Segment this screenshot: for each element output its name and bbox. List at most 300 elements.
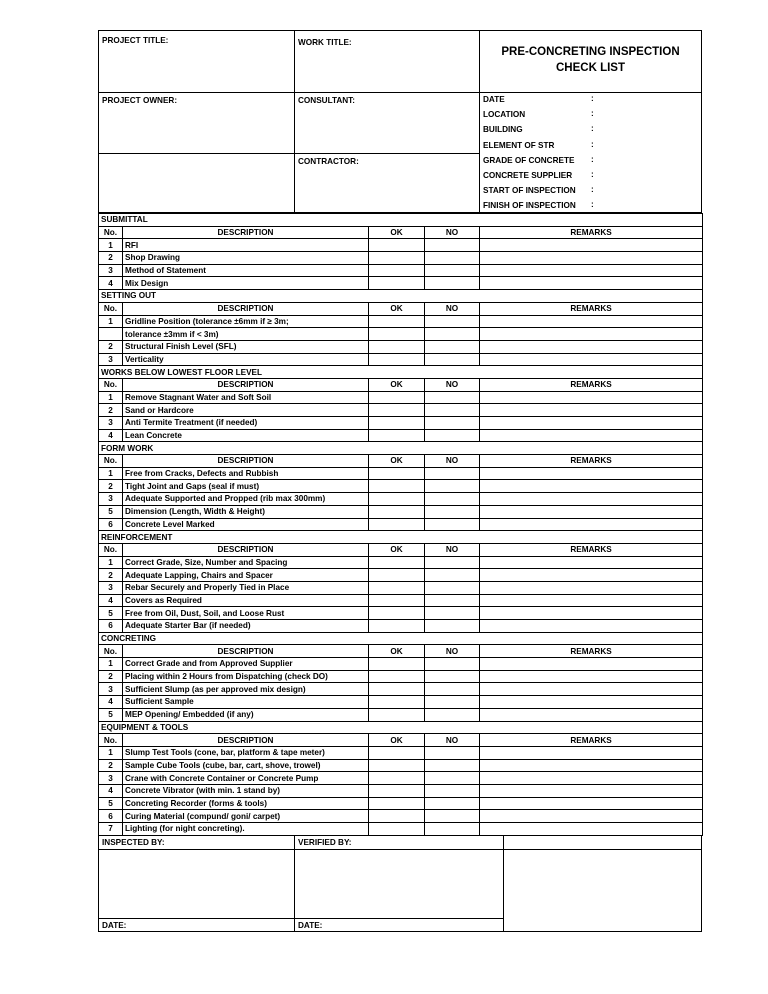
ok-check-cell[interactable] <box>369 772 425 785</box>
info-field-row <box>481 123 699 138</box>
item-number: 2 <box>99 670 123 683</box>
ok-check-cell[interactable] <box>369 784 425 797</box>
checklist-row <box>99 315 703 328</box>
section-title: CONCRETING <box>99 632 703 645</box>
remarks-cell[interactable] <box>480 353 703 366</box>
col-no-header: No. <box>99 734 123 747</box>
col-no-check-header: NO <box>425 543 480 556</box>
col-remarks-header: REMARKS <box>480 226 703 239</box>
checklist-table <box>98 213 703 836</box>
checklist-row <box>99 823 703 836</box>
section-header-row <box>99 442 703 455</box>
column-header-row <box>99 734 703 747</box>
column-header-row <box>99 378 703 391</box>
col-ok-header: OK <box>369 734 425 747</box>
item-number: 5 <box>99 607 123 620</box>
checklist-row <box>99 404 703 417</box>
no-check-cell[interactable] <box>425 797 480 810</box>
item-number: 5 <box>99 505 123 518</box>
ok-check-cell[interactable] <box>369 607 425 620</box>
remarks-cell[interactable] <box>480 480 703 493</box>
remarks-cell[interactable] <box>480 683 703 696</box>
item-number: 2 <box>99 759 123 772</box>
section-header-row <box>99 290 703 303</box>
section-header-row <box>99 632 703 645</box>
no-check-cell[interactable] <box>425 239 480 252</box>
ok-check-cell[interactable] <box>369 404 425 417</box>
info-field-row <box>481 199 699 214</box>
remarks-cell[interactable] <box>480 772 703 785</box>
checklist-row <box>99 505 703 518</box>
ok-check-cell[interactable] <box>369 658 425 671</box>
consultant-label: CONSULTANT: <box>298 96 355 105</box>
checklist-row <box>99 620 703 633</box>
no-check-cell[interactable] <box>425 252 480 265</box>
remarks-cell[interactable] <box>480 746 703 759</box>
checklist-row <box>99 353 703 366</box>
item-number: 3 <box>99 772 123 785</box>
col-ok-header: OK <box>369 226 425 239</box>
project-owner-label: PROJECT OWNER: <box>102 96 178 105</box>
item-number: 6 <box>99 620 123 633</box>
remarks-cell[interactable] <box>480 823 703 836</box>
item-number: 3 <box>99 493 123 506</box>
item-number: 6 <box>99 518 123 531</box>
no-check-cell[interactable] <box>425 353 480 366</box>
ok-check-cell[interactable] <box>369 480 425 493</box>
checklist-row <box>99 670 703 683</box>
remarks-cell[interactable] <box>480 670 703 683</box>
column-header-row <box>99 543 703 556</box>
checklist-row <box>99 759 703 772</box>
info-field-row <box>481 184 699 199</box>
col-no-check-header: NO <box>425 734 480 747</box>
no-check-cell[interactable] <box>425 784 480 797</box>
ok-check-cell[interactable] <box>369 505 425 518</box>
remarks-cell[interactable] <box>480 784 703 797</box>
item-number: 3 <box>99 264 123 277</box>
checklist-row <box>99 480 703 493</box>
remarks-cell[interactable] <box>480 569 703 582</box>
section-title: REINFORCEMENT <box>99 531 703 544</box>
checklist-row <box>99 658 703 671</box>
section-header-row <box>99 214 703 227</box>
ok-check-cell[interactable] <box>369 594 425 607</box>
item-description: Mix Design <box>123 277 369 290</box>
col-no-check-header: NO <box>425 645 480 658</box>
no-check-cell[interactable] <box>425 429 480 442</box>
col-no-header: No. <box>99 455 123 468</box>
checklist-row <box>99 810 703 823</box>
project-title-label: PROJECT TITLE: <box>102 36 169 45</box>
checklist-row <box>99 252 703 265</box>
remarks-cell[interactable] <box>480 810 703 823</box>
section-title: EQUIPMENT & TOOLS <box>99 721 703 734</box>
no-check-cell[interactable] <box>425 518 480 531</box>
no-check-cell[interactable] <box>425 683 480 696</box>
info-field-list <box>481 93 699 215</box>
remarks-cell[interactable] <box>480 264 703 277</box>
no-check-cell[interactable] <box>425 264 480 277</box>
no-check-cell[interactable] <box>425 569 480 582</box>
no-check-cell[interactable] <box>425 810 480 823</box>
checklist-sheet <box>98 30 702 932</box>
info-field-separator: : <box>591 154 594 164</box>
checklist-row <box>99 708 703 721</box>
info-field-separator: : <box>591 94 594 103</box>
ok-check-cell[interactable] <box>369 391 425 404</box>
col-remarks-header: REMARKS <box>480 645 703 658</box>
no-check-cell[interactable] <box>425 708 480 721</box>
checklist-row <box>99 569 703 582</box>
item-description: Adequate Supported and Propped (rib max 300mm) <box>123 493 369 506</box>
ok-check-cell[interactable] <box>369 569 425 582</box>
item-description: Crane with Concrete Container or Concrete Pump <box>123 772 369 785</box>
checklist-row <box>99 784 703 797</box>
ok-check-cell[interactable] <box>369 696 425 709</box>
section-header-row <box>99 531 703 544</box>
item-number: 3 <box>99 683 123 696</box>
info-field-label: DATE <box>483 95 505 104</box>
verifier-date-label: DATE: <box>298 920 323 930</box>
item-number: 1 <box>99 239 123 252</box>
no-check-cell[interactable] <box>425 493 480 506</box>
ok-check-cell[interactable] <box>369 353 425 366</box>
item-number: 5 <box>99 708 123 721</box>
remarks-cell[interactable] <box>480 797 703 810</box>
item-description: Concrete Vibrator (with min. 1 stand by) <box>123 784 369 797</box>
item-description: Rebar Securely and Properly Tied in Place <box>123 581 369 594</box>
info-field-separator: : <box>591 200 594 210</box>
ok-check-cell[interactable] <box>369 252 425 265</box>
checklist-row-continuation <box>99 328 703 341</box>
ok-check-cell[interactable] <box>369 518 425 531</box>
col-no-check-header: NO <box>425 226 480 239</box>
item-number: 4 <box>99 277 123 290</box>
item-description: Method of Statement <box>123 264 369 277</box>
remarks-cell[interactable] <box>480 417 703 430</box>
item-description: Sand or Hardcore <box>123 404 369 417</box>
ok-check-cell[interactable] <box>369 493 425 506</box>
item-number: 4 <box>99 594 123 607</box>
no-check-cell[interactable] <box>425 607 480 620</box>
item-description: Structural Finish Level (SFL) <box>123 340 369 353</box>
item-description: Curing Material (compund/ goni/ carpet) <box>123 810 369 823</box>
checklist-row <box>99 239 703 252</box>
checklist-row <box>99 264 703 277</box>
info-field-row <box>481 108 699 123</box>
header-block <box>98 30 702 213</box>
remarks-cell[interactable] <box>480 467 703 480</box>
ok-check-cell[interactable] <box>369 315 425 328</box>
ok-check-cell[interactable] <box>369 277 425 290</box>
info-field-row <box>481 154 699 169</box>
no-check-cell[interactable] <box>425 328 480 341</box>
checklist-row <box>99 556 703 569</box>
remarks-cell[interactable] <box>480 277 703 290</box>
item-description: Dimension (Length, Width & Height) <box>123 505 369 518</box>
item-description: Concrete Level Marked <box>123 518 369 531</box>
no-check-cell[interactable] <box>425 696 480 709</box>
column-header-row <box>99 302 703 315</box>
item-description: Slump Test Tools (cone, bar, platform & tape meter) <box>123 746 369 759</box>
item-number: 6 <box>99 810 123 823</box>
column-header-row <box>99 645 703 658</box>
col-no-header: No. <box>99 645 123 658</box>
inspected-by-label: INSPECTED BY: <box>102 837 165 847</box>
ok-check-cell[interactable] <box>369 670 425 683</box>
item-number: 7 <box>99 823 123 836</box>
col-description-header: DESCRIPTION <box>123 734 369 747</box>
remarks-cell[interactable] <box>480 658 703 671</box>
ok-check-cell[interactable] <box>369 581 425 594</box>
inspector-date-label: DATE: <box>102 920 127 930</box>
ok-check-cell[interactable] <box>369 467 425 480</box>
remarks-cell[interactable] <box>480 556 703 569</box>
checklist-row <box>99 607 703 620</box>
checklist-row <box>99 746 703 759</box>
info-field-separator: : <box>591 124 594 134</box>
no-check-cell[interactable] <box>425 823 480 836</box>
info-field-row <box>481 139 699 154</box>
no-check-cell[interactable] <box>425 417 480 430</box>
item-description: Free from Cracks, Defects and Rubbish <box>123 467 369 480</box>
col-remarks-header: REMARKS <box>480 378 703 391</box>
item-description: Tight Joint and Gaps (seal if must) <box>123 480 369 493</box>
remarks-cell[interactable] <box>480 429 703 442</box>
item-description: RFI <box>123 239 369 252</box>
col-description-header: DESCRIPTION <box>123 378 369 391</box>
item-description: MEP Opening/ Embedded (if any) <box>123 708 369 721</box>
remarks-cell[interactable] <box>480 708 703 721</box>
item-number: 1 <box>99 658 123 671</box>
no-check-cell[interactable] <box>425 467 480 480</box>
remarks-cell[interactable] <box>480 607 703 620</box>
no-check-cell[interactable] <box>425 746 480 759</box>
no-check-cell[interactable] <box>425 658 480 671</box>
col-no-header: No. <box>99 543 123 556</box>
remarks-cell[interactable] <box>480 759 703 772</box>
col-description-header: DESCRIPTION <box>123 226 369 239</box>
remarks-cell[interactable] <box>480 239 703 252</box>
checklist-row <box>99 594 703 607</box>
item-description: Sample Cube Tools (cube, bar, cart, shove, trowel) <box>123 759 369 772</box>
ok-check-cell[interactable] <box>369 810 425 823</box>
item-number: 4 <box>99 429 123 442</box>
item-description: Lean Concrete <box>123 429 369 442</box>
ok-check-cell[interactable] <box>369 683 425 696</box>
checklist-row <box>99 683 703 696</box>
item-description: Correct Grade, Size, Number and Spacing <box>123 556 369 569</box>
info-field-label: GRADE OF CONCRETE <box>483 155 575 165</box>
info-field-label: START OF INSPECTION <box>483 186 576 196</box>
remarks-cell[interactable] <box>480 493 703 506</box>
col-remarks-header: REMARKS <box>480 543 703 556</box>
ok-check-cell[interactable] <box>369 620 425 633</box>
item-number: 4 <box>99 696 123 709</box>
no-check-cell[interactable] <box>425 340 480 353</box>
info-field-label: ELEMENT OF STR <box>483 140 555 150</box>
section-header-row <box>99 721 703 734</box>
col-remarks-header: REMARKS <box>480 734 703 747</box>
info-field-row <box>481 169 699 184</box>
checklist-row <box>99 581 703 594</box>
info-field-row <box>481 93 699 108</box>
col-ok-header: OK <box>369 645 425 658</box>
item-number: 3 <box>99 581 123 594</box>
col-no-check-header: NO <box>425 455 480 468</box>
item-description: Covers as Required <box>123 594 369 607</box>
checklist-row <box>99 518 703 531</box>
info-field-separator: : <box>591 169 594 179</box>
item-description: Sufficient Slump (as per approved mix design) <box>123 683 369 696</box>
remarks-cell[interactable] <box>480 505 703 518</box>
remarks-cell[interactable] <box>480 594 703 607</box>
remarks-cell[interactable] <box>480 620 703 633</box>
ok-check-cell[interactable] <box>369 746 425 759</box>
no-check-cell[interactable] <box>425 480 480 493</box>
remarks-cell[interactable] <box>480 404 703 417</box>
no-check-cell[interactable] <box>425 759 480 772</box>
item-number: 1 <box>99 391 123 404</box>
no-check-cell[interactable] <box>425 315 480 328</box>
checklist-row <box>99 277 703 290</box>
info-field-label: CONCRETE SUPPLIER <box>483 170 573 180</box>
item-description: Adequate Lapping, Chairs and Spacer <box>123 569 369 582</box>
item-description: Remove Stagnant Water and Soft Soil <box>123 391 369 404</box>
item-number: 2 <box>99 340 123 353</box>
item-description: Lighting (for night concreting). <box>123 823 369 836</box>
col-no-check-header: NO <box>425 302 480 315</box>
info-field-separator: : <box>591 185 594 195</box>
no-check-cell[interactable] <box>425 772 480 785</box>
remarks-cell[interactable] <box>480 340 703 353</box>
item-number: 1 <box>99 746 123 759</box>
col-description-header: DESCRIPTION <box>123 302 369 315</box>
no-check-cell[interactable] <box>425 620 480 633</box>
info-field-separator: : <box>591 139 594 149</box>
remarks-cell[interactable] <box>480 518 703 531</box>
section-header-row <box>99 366 703 379</box>
no-check-cell[interactable] <box>425 581 480 594</box>
ok-check-cell[interactable] <box>369 823 425 836</box>
col-no-check-header: NO <box>425 378 480 391</box>
remarks-cell[interactable] <box>480 328 703 341</box>
item-description: Shop Drawing <box>123 252 369 265</box>
item-number: 1 <box>99 556 123 569</box>
ok-check-cell[interactable] <box>369 429 425 442</box>
remarks-cell[interactable] <box>480 696 703 709</box>
item-description: Anti Termite Treatment (if needed) <box>123 417 369 430</box>
item-description: Sufficient Sample <box>123 696 369 709</box>
item-number: 4 <box>99 784 123 797</box>
item-description: Concreting Recorder (forms & tools) <box>123 797 369 810</box>
col-ok-header: OK <box>369 455 425 468</box>
no-check-cell[interactable] <box>425 556 480 569</box>
col-ok-header: OK <box>369 543 425 556</box>
ok-check-cell[interactable] <box>369 708 425 721</box>
section-title: SETTING OUT <box>99 290 703 303</box>
checklist-row <box>99 696 703 709</box>
checklist-row <box>99 391 703 404</box>
section-title: WORKS BELOW LOWEST FLOOR LEVEL <box>99 366 703 379</box>
col-ok-header: OK <box>369 302 425 315</box>
item-number: 1 <box>99 467 123 480</box>
item-description: Verticality <box>123 353 369 366</box>
col-ok-header: OK <box>369 378 425 391</box>
remarks-cell[interactable] <box>480 252 703 265</box>
ok-check-cell[interactable] <box>369 797 425 810</box>
item-number-blank <box>99 328 123 341</box>
col-no-header: No. <box>99 302 123 315</box>
signature-block <box>98 836 702 932</box>
checklist-row <box>99 340 703 353</box>
ok-check-cell[interactable] <box>369 340 425 353</box>
no-check-cell[interactable] <box>425 404 480 417</box>
col-remarks-header: REMARKS <box>480 302 703 315</box>
info-field-label: BUILDING <box>483 125 523 135</box>
checklist-row <box>99 493 703 506</box>
section-title: SUBMITTAL <box>99 214 703 227</box>
item-description: Adequate Starter Bar (if needed) <box>123 620 369 633</box>
no-check-cell[interactable] <box>425 391 480 404</box>
item-number: 5 <box>99 797 123 810</box>
ok-check-cell[interactable] <box>369 328 425 341</box>
item-description: Gridline Position (tolerance ±6mm if ≥ 3m; <box>123 315 369 328</box>
info-field-separator: : <box>591 109 594 119</box>
ok-check-cell[interactable] <box>369 239 425 252</box>
col-description-header: DESCRIPTION <box>123 543 369 556</box>
item-number: 1 <box>99 315 123 328</box>
no-check-cell[interactable] <box>425 594 480 607</box>
item-number: 2 <box>99 480 123 493</box>
checklist-row <box>99 772 703 785</box>
title-line-1: PRE-CONCRETING INSPECTION <box>501 46 680 58</box>
item-description-continued: tolerance ±3mm if < 3m) <box>123 328 369 341</box>
page-title <box>480 44 701 76</box>
no-check-cell[interactable] <box>425 670 480 683</box>
info-field-label: LOCATION <box>483 110 526 120</box>
ok-check-cell[interactable] <box>369 417 425 430</box>
checklist-row <box>99 797 703 810</box>
no-check-cell[interactable] <box>425 505 480 518</box>
column-header-row <box>99 455 703 468</box>
ok-check-cell[interactable] <box>369 264 425 277</box>
item-number: 2 <box>99 252 123 265</box>
col-description-header: DESCRIPTION <box>123 645 369 658</box>
item-number: 2 <box>99 404 123 417</box>
col-no-header: No. <box>99 378 123 391</box>
remarks-cell[interactable] <box>480 315 703 328</box>
item-description: Placing within 2 Hours from Dispatching (check DO) <box>123 670 369 683</box>
item-description: Correct Grade and from Approved Supplier <box>123 658 369 671</box>
col-no-header: No. <box>99 226 123 239</box>
ok-check-cell[interactable] <box>369 556 425 569</box>
col-remarks-header: REMARKS <box>480 455 703 468</box>
section-title: FORM WORK <box>99 442 703 455</box>
checklist-row <box>99 467 703 480</box>
remarks-cell[interactable] <box>480 581 703 594</box>
title-line-2: CHECK LIST <box>556 62 625 74</box>
checklist-row <box>99 429 703 442</box>
ok-check-cell[interactable] <box>369 759 425 772</box>
no-check-cell[interactable] <box>425 277 480 290</box>
col-description-header: DESCRIPTION <box>123 455 369 468</box>
remarks-cell[interactable] <box>480 391 703 404</box>
verified-by-label: VERIFIED BY: <box>298 837 352 847</box>
contractor-label: CONTRACTOR: <box>298 157 359 166</box>
column-header-row <box>99 226 703 239</box>
